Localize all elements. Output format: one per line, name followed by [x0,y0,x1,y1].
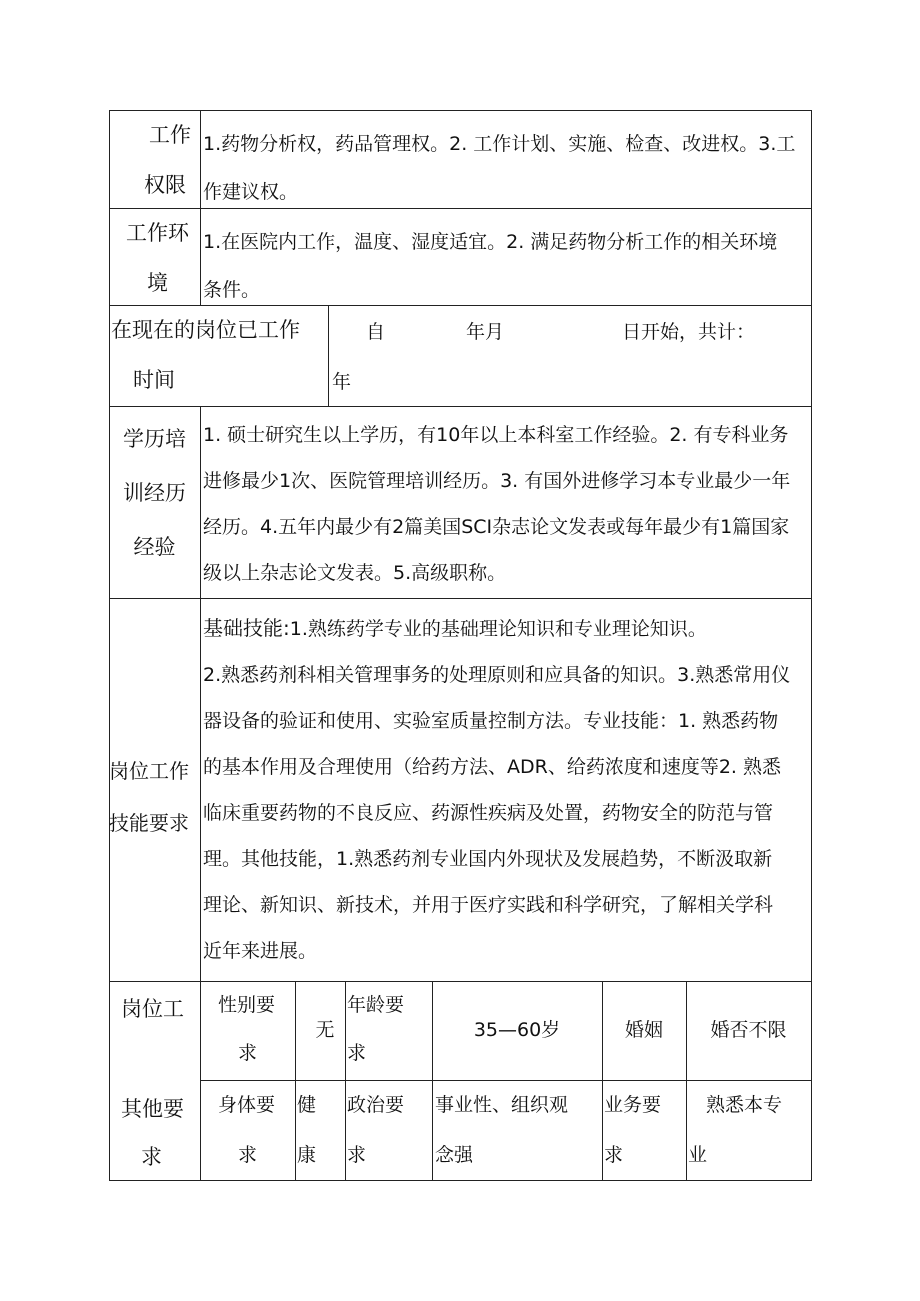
education-text-line: 级以上杂志论文发表。5.高级职称。 [203,562,507,584]
other-label-line: 其他要 [121,1097,184,1121]
education-text-line: 1. 硕士研究生以上学历，有10年以上本科室工作经验。2. 有专科业务 [203,424,789,446]
authority-label-line: 权限 [144,173,186,197]
skills-text-line: 理。其他技能，1.熟悉药剂专业国内外现状及发展趋势，不断汲取新 [203,848,773,870]
marriage-value: 婚否不限 [710,1019,787,1041]
gender-label: 性别要 求 [218,994,276,1064]
tenure-label-line: 在现在的岗位已工作 [111,318,300,342]
skills-text-line: 的基本作用及合理使用（给药方法、ADR、给药浓度和速度等2. 熟悉 [203,756,781,778]
other-label [109,981,200,1180]
tenure-value [328,305,812,406]
authority-label-line: 工作 [149,123,191,147]
gender-value: 无 [315,1019,335,1041]
skills-first-line: 1.熟练药学专业的基础理论知识和专业理论知识。 [289,618,707,640]
tenure-start-total: 日开始，共计： [622,321,756,343]
education-label [109,412,200,574]
tenure-month: 年月 [466,321,505,343]
skills-text-line: 近年来进展。 [203,940,318,962]
skills-label [109,745,200,849]
skills-label-line: 技能要求 [109,811,189,835]
environment-text-line: 1.在医院内工作，温度、湿度适宜。2. 满足药物分析工作的相关环境 [203,231,778,253]
education-label-line: 训经历 [123,481,186,505]
tenure-year: 年 [332,371,352,393]
environment-text [200,218,812,314]
other-label-line: 求 [141,1145,162,1169]
authority-text-line: 作建议权。 [203,181,299,203]
skills-text-line: 器设备的验证和使用、实验室质量控制方法。专业技能：1. 熟悉药物 [203,710,779,732]
environment-label [109,208,200,305]
age-value: 35—60岁 [473,1019,561,1041]
marriage-label: 婚姻 [624,1019,663,1041]
other-label-line: 岗位工 [121,997,184,1021]
age-label: 年龄要 求 [347,994,405,1064]
authority-text [200,120,812,216]
skills-text-line: 理论、新知识、新技术，并用于医疗实践和科学研究，了解相关学科 [203,894,774,916]
politics-value: 事业性、组织观 念强 [435,1094,569,1166]
skills-text-line: 临床重要药物的不良反应、药源性疾病及处置，药物安全的防范与管 [203,802,774,824]
environment-label-line: 境 [147,271,168,295]
education-label-line: 经验 [133,535,176,559]
body-label: 身体要 求 [218,1094,276,1166]
business-label: 业务要 求 [604,1094,662,1166]
business-value: 熟悉本专 业 [688,1094,783,1166]
body-value: 健 康 [297,1094,317,1166]
politics-label: 政治要 求 [347,1094,405,1166]
education-text-line: 进修最少1次、医院管理培训经历。3. 有国外进修学习本专业最少一年 [203,470,791,492]
tenure-label [109,305,328,406]
environment-text-line: 条件。 [203,279,261,301]
tenure-label-line: 时间 [133,368,175,392]
education-label-line: 学历培 [123,427,186,451]
skills-label-line: 岗位工作 [109,759,189,783]
skills-text [200,605,812,974]
environment-label-line: 工作环 [126,221,189,245]
authority-label [130,110,200,208]
education-text [200,412,812,596]
education-text-line: 经历。4.五年内最少有2篇美国SCI杂志论文发表或每年最少有1篇国家 [203,516,790,538]
skills-text-line: 2.熟悉药剂科相关管理事务的处理原则和应具备的知识。3.熟悉常用仪 [203,664,791,686]
skills-heading: 基础技能: [203,616,290,640]
tenure-from: 自 [366,321,386,343]
authority-text-line: 1.药物分析权，药品管理权。2. 工作计划、实施、检查、改进权。3.工 [203,133,796,155]
